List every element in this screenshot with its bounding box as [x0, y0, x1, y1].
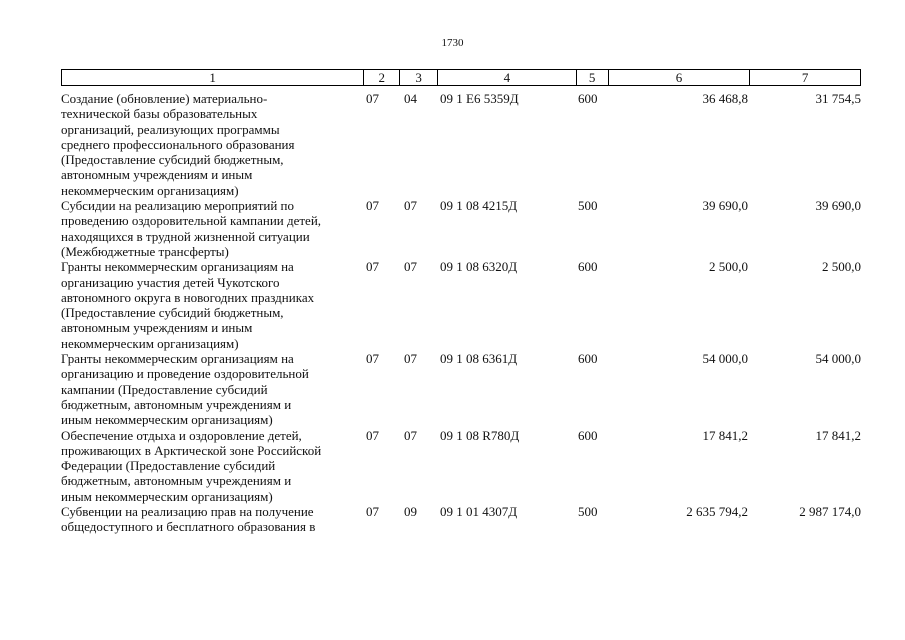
- expense-type-code: 500: [578, 504, 598, 520]
- item-name-line: Гранты некоммерческим организациям на: [61, 351, 294, 367]
- item-name-line: автономным учреждениям и иным: [61, 320, 253, 336]
- item-name-line: проведению оздоровительной кампании детей,: [61, 213, 322, 229]
- header-col-2: 2: [364, 70, 400, 85]
- item-name-line: Субсидии на реализацию мероприятий по: [61, 198, 295, 214]
- target-article-code: 09 1 01 4307Д: [440, 504, 518, 520]
- amount-col-6: 2 500,0: [709, 259, 748, 275]
- expense-type-code: 600: [578, 427, 598, 443]
- subsection-code: 07: [404, 427, 417, 443]
- item-name-line: находящихся в трудной жизненной ситуации: [61, 228, 310, 244]
- table-row: [61, 91, 861, 198]
- amount-col-7: 2 500,0: [822, 259, 861, 275]
- amount-col-6: 54 000,0: [702, 351, 748, 367]
- item-name-line: (Предоставление субсидий бюджетным,: [61, 305, 284, 321]
- amount-col-6: 39 690,0: [702, 198, 748, 214]
- header-col-1: 1: [62, 70, 364, 85]
- item-name-line: Обеспечение отдыха и оздоровление детей,: [61, 427, 302, 443]
- item-name: [61, 428, 364, 504]
- table-header-row: [61, 69, 861, 86]
- section-code: 07: [366, 259, 379, 275]
- item-name-line: организацию и проведение оздоровительной: [61, 366, 309, 382]
- item-name-line: бюджетным, автономным учреждениям и: [61, 396, 292, 412]
- header-col-4: 4: [438, 70, 577, 85]
- amount-col-6: 2 635 794,2: [686, 504, 748, 520]
- item-name-line: (Предоставление субсидий бюджетным,: [61, 152, 284, 168]
- target-article-code: 09 1 08 R780Д: [440, 427, 520, 443]
- header-col-7: 7: [801, 70, 809, 85]
- amount-col-7: 54 000,0: [815, 351, 861, 367]
- item-name-line: Создание (обновление) материально-: [61, 91, 268, 106]
- expense-type-code: 600: [578, 91, 598, 106]
- expense-type-code: 600: [578, 351, 598, 367]
- target-article-code: 09 1 E6 5359Д: [440, 91, 519, 106]
- header-col-5: 5: [577, 70, 609, 85]
- amount-col-6: 36 468,8: [702, 91, 748, 106]
- item-name-line: автономным учреждениям и иным: [61, 167, 253, 183]
- item-name: [61, 91, 364, 198]
- header-col-3: 3: [400, 70, 438, 85]
- table-row: [61, 198, 861, 259]
- amount-col-7: 17 841,2: [815, 427, 861, 443]
- subsection-code: 07: [404, 259, 417, 275]
- item-name-line: проживающих в Арктической зоне Российской: [61, 442, 322, 458]
- subsection-code: 07: [404, 198, 417, 214]
- amount-col-7: 31 754,5: [815, 91, 861, 106]
- item-name-line: кампании (Предоставление субсидий: [61, 381, 268, 397]
- item-name: [61, 351, 364, 427]
- amount-col-7: 39 690,0: [815, 198, 861, 214]
- item-name: [61, 504, 364, 535]
- item-name-line: общедоступного и бесплатного образования в: [61, 519, 316, 535]
- subsection-code: 04: [404, 91, 417, 106]
- item-name-line: технической базы образовательных: [61, 106, 258, 122]
- section-code: 07: [366, 198, 379, 214]
- section-code: 07: [366, 91, 379, 106]
- item-name: [61, 259, 364, 351]
- item-name-line: иным некоммерческим организациям): [61, 488, 273, 504]
- amount-col-6: 17 841,2: [702, 427, 748, 443]
- item-name-line: Гранты некоммерческим организациям на: [61, 259, 294, 275]
- subsection-code: 07: [404, 351, 417, 367]
- expense-type-code: 600: [578, 259, 598, 275]
- target-article-code: 09 1 08 4215Д: [440, 198, 518, 214]
- section-code: 07: [366, 351, 379, 367]
- item-name-line: некоммерческим организациям): [61, 182, 239, 198]
- item-name-line: среднего профессионального образования: [61, 136, 295, 152]
- expense-type-code: 500: [578, 198, 598, 214]
- table-body: [61, 91, 861, 535]
- item-name-line: автономного округа в новогодних праздниках: [61, 289, 315, 305]
- item-name-line: Федерации (Предоставление субсидий: [61, 458, 276, 474]
- item-name-line: бюджетным, автономным учреждениям и: [61, 473, 292, 489]
- item-name-line: Субвенции на реализацию прав на получение: [61, 504, 314, 520]
- item-name-line: (Межбюджетные трансферты): [61, 243, 229, 259]
- target-article-code: 09 1 08 6320Д: [440, 259, 518, 275]
- header-col-6: 6: [609, 70, 751, 85]
- item-name-line: организацию участия детей Чукотского: [61, 274, 280, 290]
- table-row: [61, 504, 861, 535]
- amount-col-7: 2 987 174,0: [799, 504, 861, 520]
- target-article-code: 09 1 08 6361Д: [440, 351, 518, 367]
- page-number: 1730: [441, 37, 464, 49]
- item-name-line: организаций, реализующих программы: [61, 121, 280, 137]
- item-name-line: иным некоммерческим организациям): [61, 412, 273, 428]
- subsection-code: 09: [404, 504, 417, 520]
- table-row: [61, 259, 861, 351]
- item-name-line: некоммерческим организациям): [61, 335, 239, 351]
- table-row: [61, 428, 861, 504]
- section-code: 07: [366, 427, 379, 443]
- section-code: 07: [366, 504, 379, 520]
- table-row: [61, 351, 861, 427]
- item-name: [61, 198, 364, 259]
